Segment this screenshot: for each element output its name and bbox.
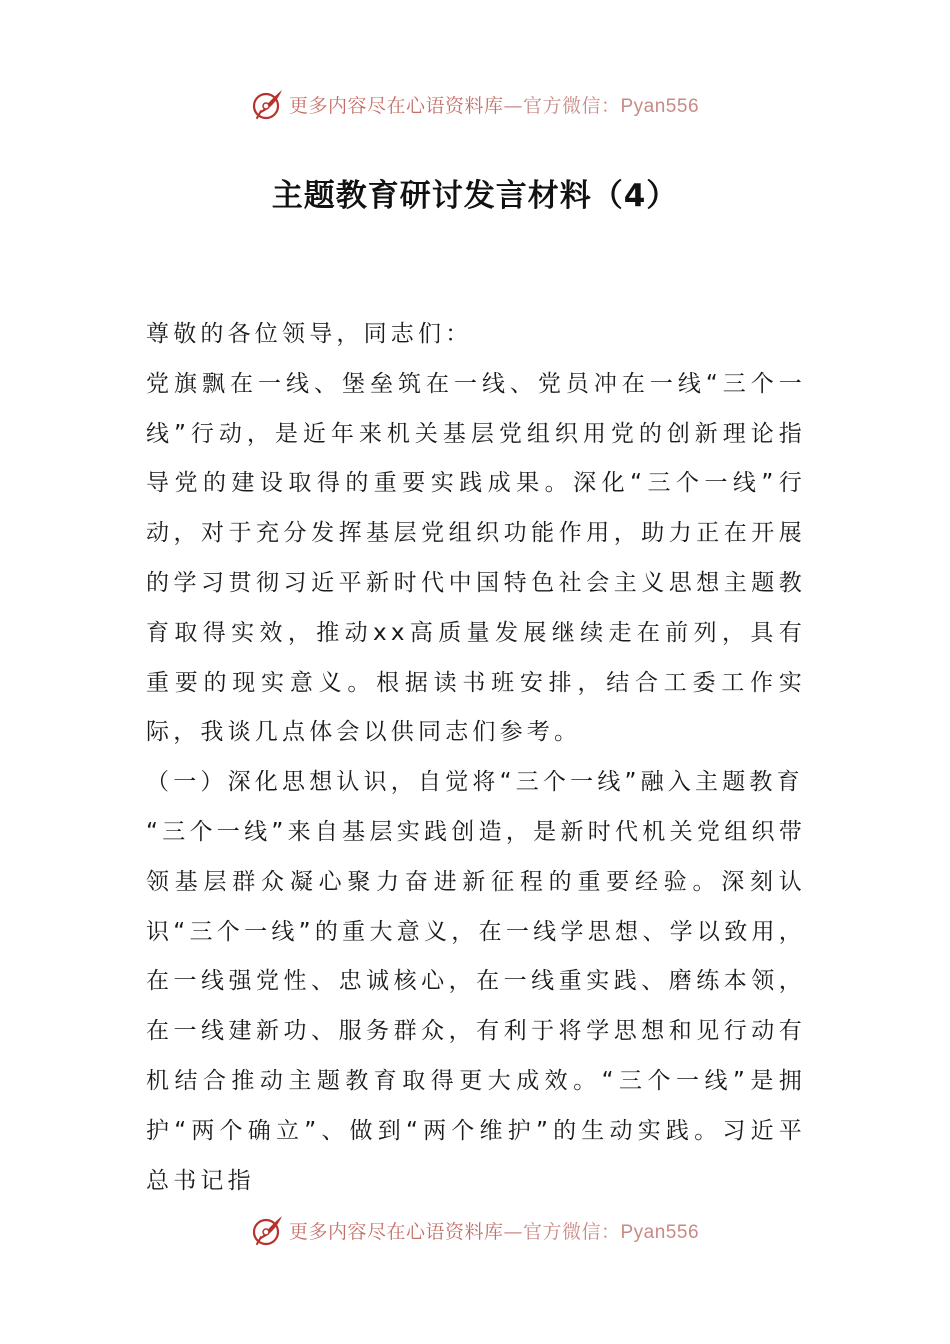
salutation: 尊敬的各位领导，同志们： [146, 321, 473, 347]
header-banner-brand: 更多内容尽在心语资料库 [288, 94, 504, 117]
header-banner-wechat-id: Pyan556 [620, 95, 700, 117]
footer-banner-wechat-label: 官方微信： [522, 1220, 621, 1243]
quill-pen-logo-icon [251, 1213, 285, 1247]
footer-banner-text [289, 1217, 699, 1244]
footer-banner-wechat-id: Pyan556 [620, 1221, 700, 1243]
document-body [146, 310, 806, 1206]
footer-banner-brand: 更多内容尽在心语资料库 [288, 1220, 504, 1243]
quill-pen-logo-icon [251, 87, 285, 121]
footer-banner [0, 1210, 950, 1250]
header-banner [0, 84, 950, 124]
footer-banner-dash: — [503, 1220, 523, 1243]
document-title: 主题教育研讨发言材料（4） [271, 178, 679, 214]
paragraph-section-1: “三个一线”来自基层实践创造，是新时代机关党组织带领基层群众凝心聚力奋进新征程的重要经验。深刻认识“三个一线”的重大意义，在一线学思想、学以致用，在一线强党性、忠诚核心，在一线重实践、磨练本领，在一线建新功、服务群众，有利于将学思想和见行动有机结合推动主题教育取得更大成效。“三个一线”是拥护“两个确立”、做到“两个维护”的生动实践。习近平总书记指 [146, 818, 806, 1194]
header-banner-text [289, 91, 699, 118]
section-heading-1: （一）深化思想认识，自觉将“三个一线”融入主题教育 [146, 769, 804, 796]
header-banner-dash: — [503, 94, 523, 117]
paragraph-intro: 党旗飘在一线、堡垒筑在一线、党员冲在一线“三个一线”行动，是近年来机关基层党组织用党的创新理论指导党的建设取得的重要实践成果。深化“三个一线”行动，对于充分发挥基层党组织功能作用，助力正在开展的学习贯彻习近平新时代中国特色社会主义思想主题教育取得实效，推动xx高质量发展继续走在前列，具有重要的现实意义。根据读书班安排，结合工委工作实际，我谈几点体会以供同志们参考。 [146, 370, 806, 746]
header-banner-wechat-label: 官方微信： [522, 94, 621, 117]
